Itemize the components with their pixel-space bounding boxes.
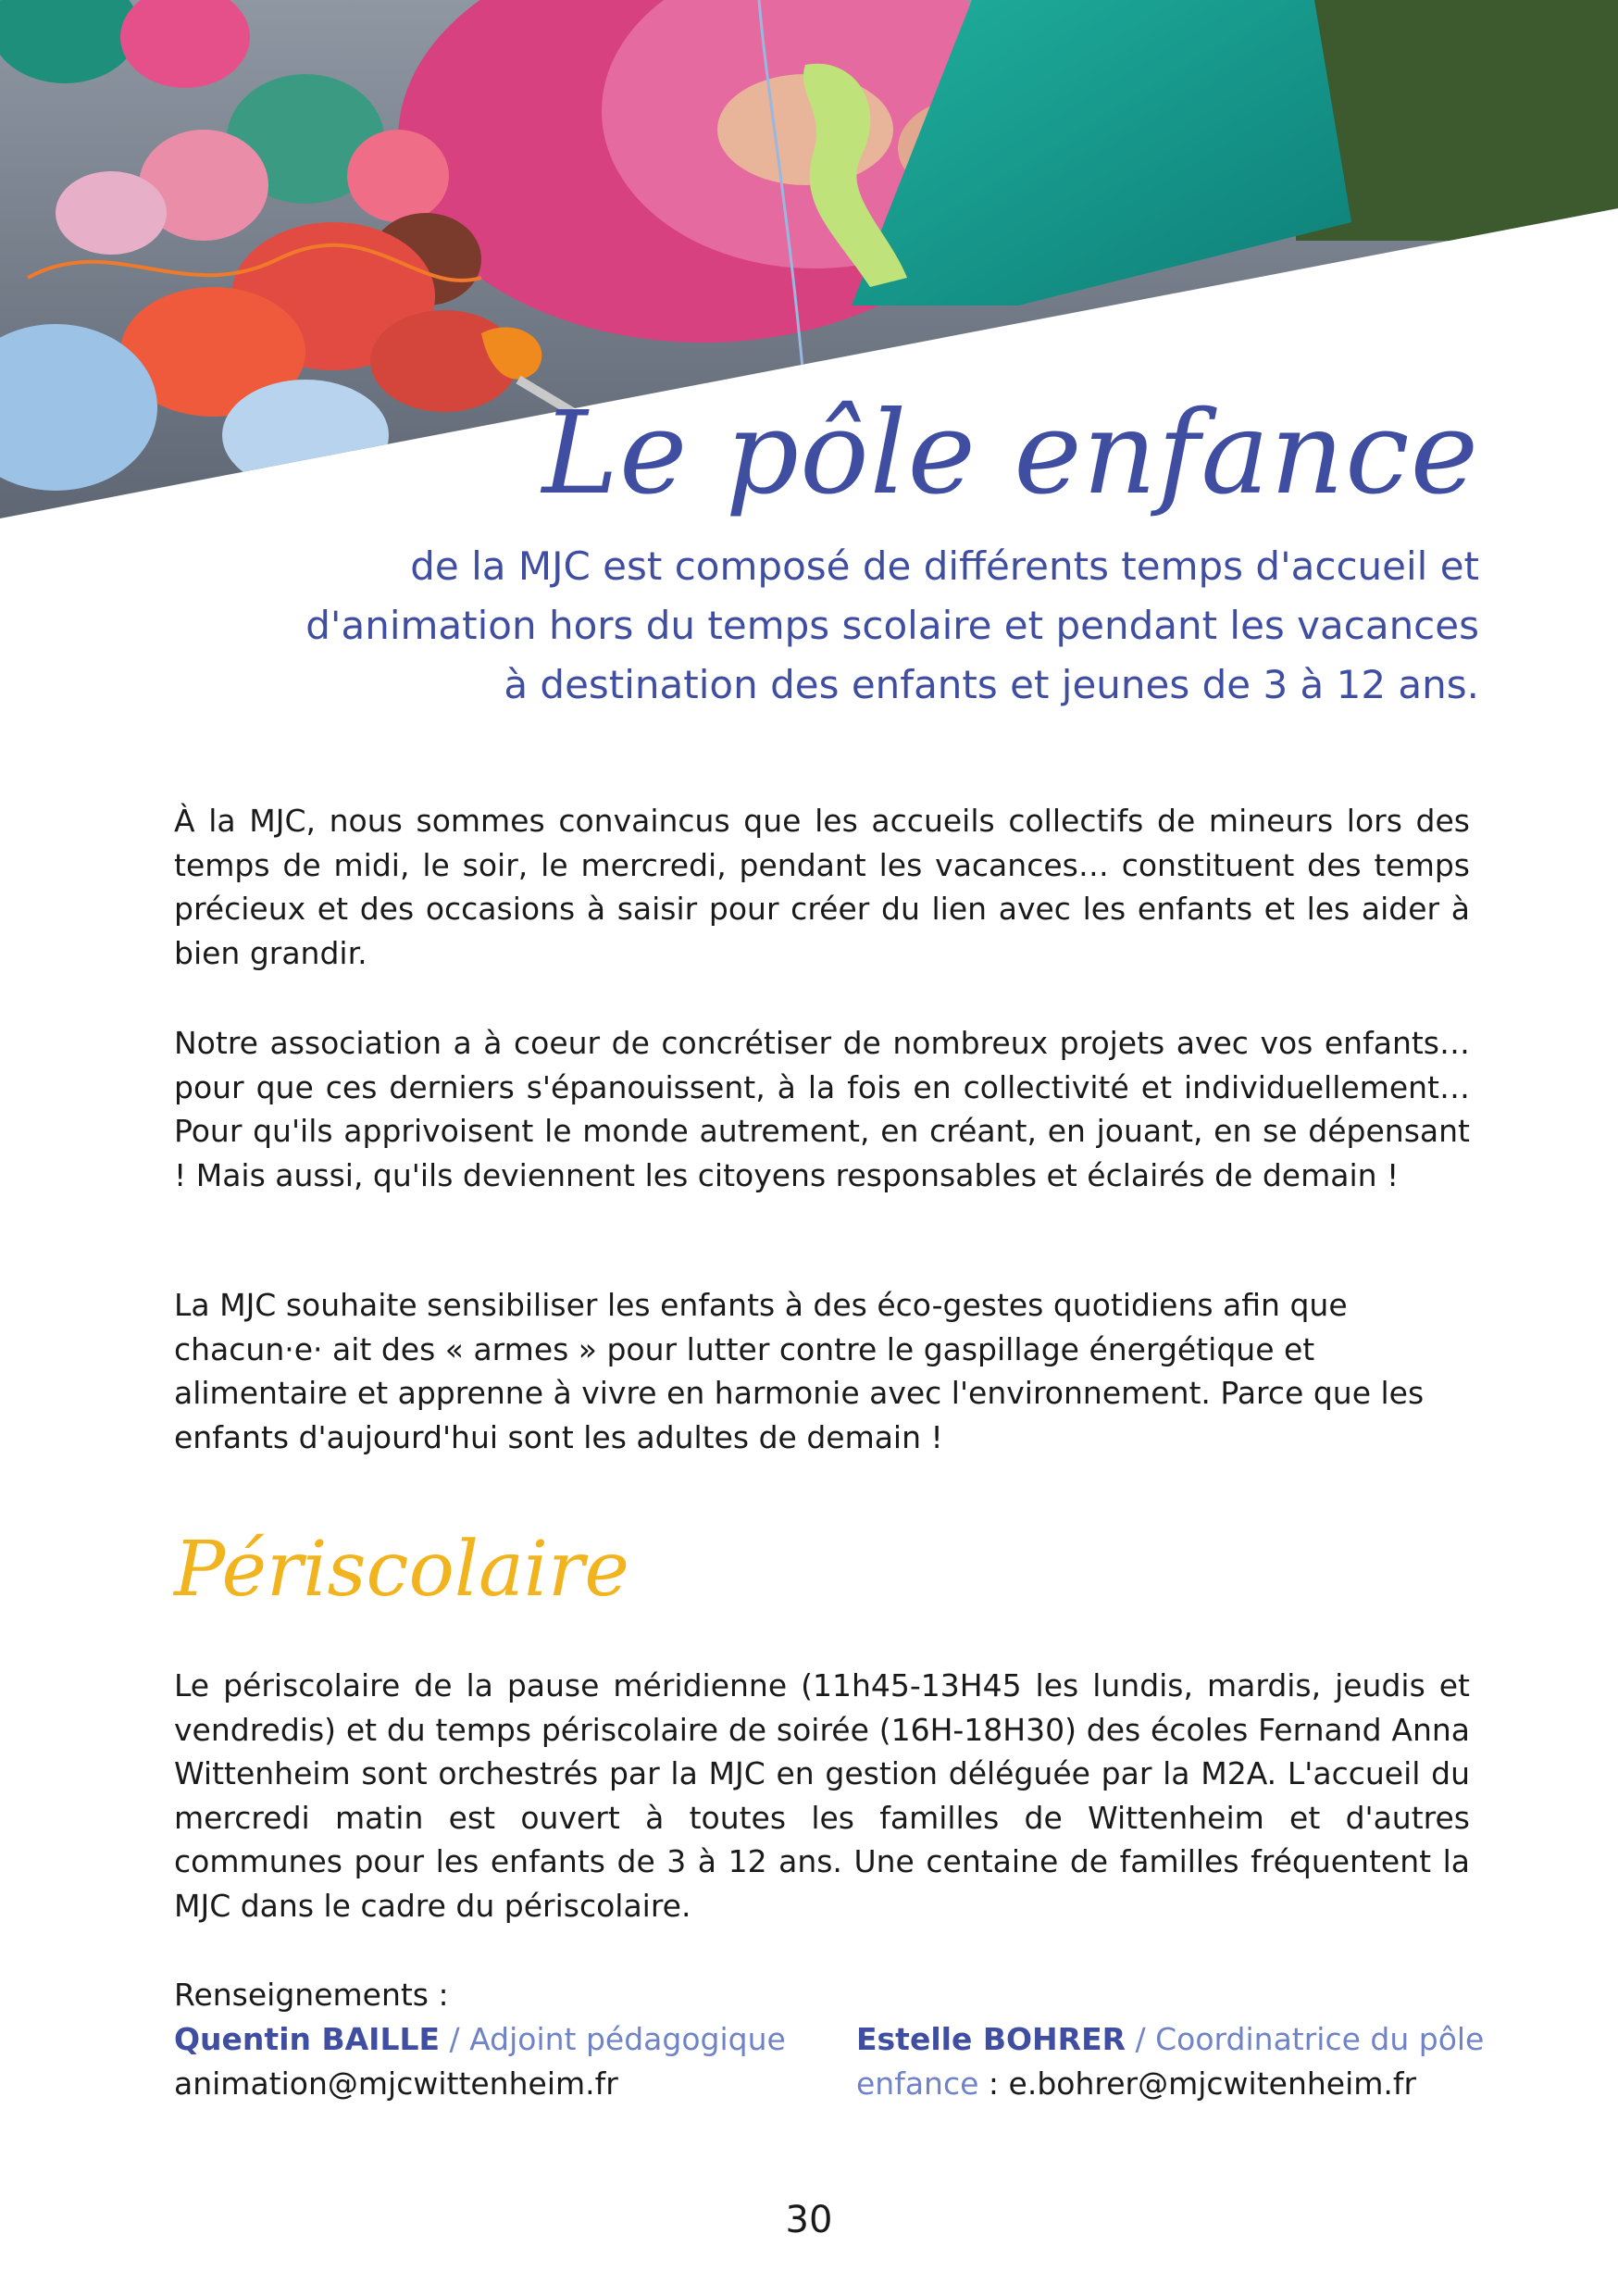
section-title-periscolaire: Périscolaire xyxy=(174,1526,629,1614)
contact-role-continued: enfance xyxy=(856,2065,979,2102)
intro-paragraph-1-text: À la MJC, nous sommes convaincus que les accueils collectifs de mineurs lors des temps de midi, le soir, le mercredi, pendant les vacances… constituent des temps précieux et des occasions à saisir pour créer du lien avec les enfants et les aider à bien grandir. xyxy=(174,803,1470,971)
contact-role: / Coordinatrice du pôle xyxy=(1126,2021,1485,2057)
page-subtitle xyxy=(167,537,1479,715)
page-title: Le pôle enfance xyxy=(541,387,1479,520)
contact-separator: : xyxy=(978,2065,1009,2102)
contact-email[interactable]: animation@mjcwittenheim.fr xyxy=(174,2065,618,2102)
intro-paragraph-2-text: Notre association a à coeur de concrétiser de nombreux projets avec vos enfants… pour que ces derniers s'épanouissent, à la fois en collectivité et individuellement… Pour qu'ils apprivoisent le monde autrement, en créant, en jouant, en se dépensant ! Mais aussi, qu'ils deviennent les citoyens responsables et éclairés de demain ! xyxy=(174,1025,1470,1193)
contact-right xyxy=(856,2017,1484,2106)
periscolaire-text: Le périscolaire de la pause méridienne (11h45-13H45 les lundis, mardis, jeudis et vendredis) et du temps périscolaire de soirée (16H-18H30) des écoles Fernand Anna Wittenheim sont orchestrés par la MJC en gestion déléguée par la M2A. L'accueil du mercredi matin est ouvert à toutes les familles de Wittenheim et d'autres communes pour les enfants de 3 à 12 ans. Une centaine de familles fréquentent la MJC dans le cadre du périscolaire. xyxy=(174,1667,1470,1924)
contact-role: / Adjoint pédagogique xyxy=(440,2021,786,2057)
intro-paragraph-3-text: La MJC souhaite sensibiliser les enfants à des éco-gestes quotidiens afin que chacun·e· ait des « armes » pour lutter contre le gaspillage énergétique et alimentaire et apprenne à vivre en harmonie avec l'environnement. Parce que les enfants d'aujourd'hui sont les adultes de demain ! xyxy=(174,1287,1425,1455)
page-number: 30 xyxy=(785,2199,833,2241)
contact-left xyxy=(174,2017,786,2106)
contact-email[interactable]: e.bohrer@mjcwitenheim.fr xyxy=(1008,2065,1417,2102)
periscolaire-paragraph xyxy=(174,1664,1470,1928)
intro-paragraph-3 xyxy=(174,1283,1470,1459)
contact-name: Estelle BOHRER xyxy=(856,2021,1126,2057)
contacts-label: Renseignements : xyxy=(174,1977,449,2013)
subtitle-line: d'animation hors du temps scolaire et pendant les vacances xyxy=(305,603,1479,648)
intro-paragraph-1 xyxy=(174,799,1470,975)
subtitle-line: à destination des enfants et jeunes de 3 à 12 ans. xyxy=(504,662,1479,707)
subtitle-line: de la MJC est composé de différents temps d'accueil et xyxy=(410,543,1479,589)
contact-name: Quentin BAILLE xyxy=(174,2021,441,2057)
intro-paragraph-2 xyxy=(174,1021,1470,1197)
